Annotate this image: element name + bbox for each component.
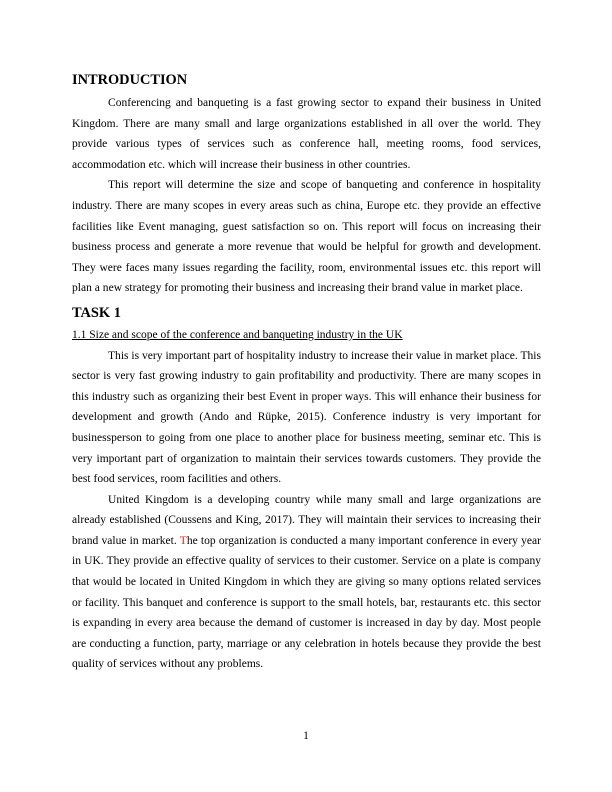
document-page bbox=[72, 70, 541, 675]
task1-paragraph-2 bbox=[72, 490, 541, 675]
task1-heading: TASK 1 bbox=[72, 304, 121, 321]
task1-paragraph-2-start: United Kingdom is a developing country while many small and large organizations are already established (Coussens and King, 2017). They will maintain their services to increasing their brand value in market. bbox=[72, 493, 541, 547]
highlighted-red-letter: T bbox=[179, 534, 187, 547]
introduction-paragraph-2: This report will determine the size and scope of banqueting and conference in hospitality industry. There are many scopes in every areas such as china, Europe etc. they provide an effective facilities like Event managing, guest satisfaction so on. This report will focus on increasing their business process and generate a more revenue that would be helpful for growth and development. They were faces many issues regarding the facility, room, environmental issues etc. this report will plan a new strategy for promoting their business and increasing their brand value in market place. bbox=[72, 179, 541, 295]
task1-subheading: 1.1 Size and scope of the conference and banqueting industry in the UK bbox=[72, 328, 403, 341]
introduction-paragraph-1: Conferencing and banqueting is a fast growing sector to expand their business in United Kingdom. There are many small and large organizations established in all over the world. They provide various types of services such as conference hall, meeting rooms, food services, accommodation etc. which will increase their business in other countries. bbox=[72, 97, 541, 171]
task1-paragraph-2-rest: he top organization is conducted a many important conference in every year in UK. They provide an effective quality of services to their customer. Service on a plate is company that would be located in United Kingdom in which they are giving so many options related services or facility. This banquet and conference is support to the small hotels, bar, restaurants etc. this sector is expanding in every area because the demand of customer is increased in day by day. Most people are conducting a function, party, marriage or any celebration in hotels because they provide the best quality of services without any problems. bbox=[72, 534, 542, 671]
page-number: 1 bbox=[303, 730, 309, 742]
introduction-heading: INTRODUCTION bbox=[72, 72, 188, 88]
task1-paragraph-1: This is very important part of hospitality industry to increase their value in market place. This sector is very fast growing industry to gain profitability and productivity. There are many scopes in this industry such as organizing their best Event in proper ways. This will enhance their business for development and growth (Ando and Rüpke, 2015). Conference industry is very important for businessperson to going from one place to another place for business meeting, seminar etc. This is very important part of organization to maintain their services towards customers. They provide the best food services, room facilities and others. bbox=[72, 349, 541, 486]
